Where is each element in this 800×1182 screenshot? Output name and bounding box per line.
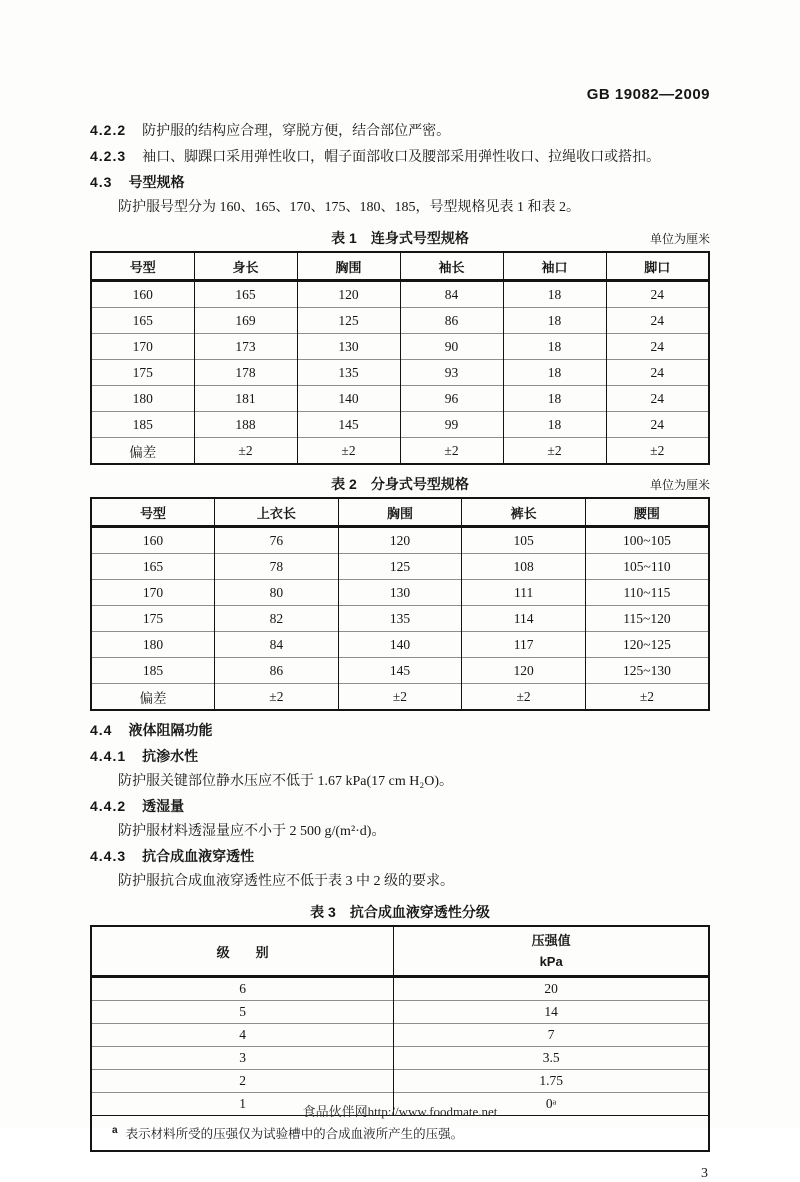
column-header: 胸围 xyxy=(338,498,462,527)
table-row xyxy=(91,684,709,711)
table-cell: 114 xyxy=(462,606,586,632)
table-cell: 105 xyxy=(462,527,586,554)
column-header: 胸围 xyxy=(297,252,400,281)
table-cell: 24 xyxy=(606,360,709,386)
table-cell: 145 xyxy=(338,658,462,684)
table-cell: 105~110 xyxy=(585,554,709,580)
table-cell: 115~120 xyxy=(585,606,709,632)
table-row xyxy=(91,334,709,360)
table-cell: 86 xyxy=(215,658,339,684)
table-cell: 82 xyxy=(215,606,339,632)
table-cell: 180 xyxy=(91,386,194,412)
column-header: 上衣长 xyxy=(215,498,339,527)
table-cell: 99 xyxy=(400,412,503,438)
table-cell: 18 xyxy=(503,386,606,412)
heading-4-4-1 xyxy=(90,745,710,769)
table-cell: 14 xyxy=(394,1001,709,1024)
table-cell: 135 xyxy=(338,606,462,632)
table-cell: 90 xyxy=(400,334,503,360)
table-cell: 111 xyxy=(462,580,586,606)
table-cell: 84 xyxy=(215,632,339,658)
paragraph-4-4-3: 防护服抗合成血液穿透性应不低于表 3 中 2 级的要求。 xyxy=(118,874,454,889)
table2-caption: 表 2 分身式号型规格 xyxy=(331,476,469,492)
table-cell: 86 xyxy=(400,308,503,334)
clause-number: 4.3 xyxy=(90,174,113,190)
table1-caption: 表 1 连身式号型规格 xyxy=(331,230,469,246)
footnote-marker: a xyxy=(112,1124,118,1136)
table-row xyxy=(91,606,709,632)
table-cell: 4 xyxy=(91,1024,394,1047)
column-header: 袖口 xyxy=(503,252,606,281)
table-cell: 165 xyxy=(194,281,297,308)
table-cell: 1 xyxy=(91,1093,394,1116)
table-header-row xyxy=(91,498,709,527)
table-cell: 100~105 xyxy=(585,527,709,554)
heading-4-4 xyxy=(90,719,710,743)
table-cell: 24 xyxy=(606,386,709,412)
table-cell: 135 xyxy=(297,360,400,386)
table-row xyxy=(91,1024,709,1047)
table-row xyxy=(91,1001,709,1024)
table2-unit-label: 单位为厘米 xyxy=(649,478,710,492)
table-cell: 117 xyxy=(462,632,586,658)
table1-unit-label: 单位为厘米 xyxy=(649,232,710,246)
clause-text: 袖口、脚踝口采用弹性收口，帽子面部收口及腰部采用弹性收口、拉绳收口或搭扣。 xyxy=(142,150,661,165)
table1-caption-row xyxy=(90,228,710,248)
table-row xyxy=(91,1070,709,1093)
table-row xyxy=(91,658,709,684)
clause-number: 4.4.3 xyxy=(90,848,127,864)
table-footnote-row xyxy=(91,1116,709,1152)
table-cell: 188 xyxy=(194,412,297,438)
table-cell: ±2 xyxy=(585,684,709,711)
table-cell: 120~125 xyxy=(585,632,709,658)
clause-number: 4.4.2 xyxy=(90,798,127,814)
table1-one-piece-sizes xyxy=(90,251,710,465)
column-header: 号型 xyxy=(91,252,194,281)
table2-two-piece-sizes xyxy=(90,497,710,711)
paragraph-4-4-2: 防护服材料透湿量应不小于 2 500 g/(m²·d)。 xyxy=(118,824,386,839)
table-cell: 18 xyxy=(503,360,606,386)
table-cell: 24 xyxy=(606,281,709,308)
paragraph-4-3: 防护服号型分为 160、165、170、175、180、185，号型规格见表 1 和表 2。 xyxy=(118,200,580,215)
table-cell: 96 xyxy=(400,386,503,412)
table-row xyxy=(91,308,709,334)
table-cell: 偏差 xyxy=(91,438,194,465)
clause-number: 4.4.1 xyxy=(90,748,127,764)
table-cell: 160 xyxy=(132,286,153,302)
footnote-text: 表示材料所受的压强仅为试验槽中的合成血液所产生的压强。 xyxy=(125,1127,464,1141)
table-cell: 130 xyxy=(297,334,400,360)
clause-number: 4.2.2 xyxy=(90,122,127,138)
clause-number: 4.2.3 xyxy=(90,148,127,164)
column-header: 脚口 xyxy=(606,252,709,281)
heading-title: 抗合成血液穿透性 xyxy=(142,848,255,864)
table-cell: 偏差 xyxy=(91,684,215,711)
table-cell: 130 xyxy=(338,580,462,606)
heading-4-3 xyxy=(90,171,710,195)
table-row xyxy=(91,1047,709,1070)
table-cell: 7 xyxy=(394,1024,709,1047)
table2-caption-row xyxy=(90,474,710,494)
table-cell: 181 xyxy=(194,386,297,412)
table-cell: ±2 xyxy=(462,684,586,711)
table-row xyxy=(91,438,709,465)
table-cell: 5 xyxy=(91,1001,394,1024)
heading-title: 透湿量 xyxy=(142,798,185,814)
table-cell: 145 xyxy=(297,412,400,438)
table-header-row xyxy=(91,252,709,281)
table-cell: 108 xyxy=(462,554,586,580)
table-cell: 140 xyxy=(338,632,462,658)
table-cell: 20 xyxy=(394,977,709,1001)
pressure-header-label: 压强值 xyxy=(531,933,571,948)
clause-text: 防护服的结构应合理，穿脱方便，结合部位严密。 xyxy=(142,124,451,139)
pressure-header-unit: kPa xyxy=(539,954,563,969)
table-cell: ±2 xyxy=(215,684,339,711)
table-cell: 3 xyxy=(91,1047,394,1070)
table-cell: 3.5 xyxy=(394,1047,709,1070)
column-header: 身长 xyxy=(194,252,297,281)
table3-caption-row xyxy=(90,902,710,922)
standard-code: GB 19082—2009 xyxy=(586,86,710,103)
table-row xyxy=(91,977,709,1001)
table-cell: ±2 xyxy=(338,684,462,711)
table-cell: 78 xyxy=(215,554,339,580)
table-row xyxy=(91,386,709,412)
column-header: 袖长 xyxy=(400,252,503,281)
table-cell: 18 xyxy=(503,308,606,334)
heading-title: 抗渗水性 xyxy=(142,748,199,764)
table3-caption: 表 3 抗合成血液穿透性分级 xyxy=(310,904,490,920)
column-header: 号型 xyxy=(91,498,215,527)
table-row xyxy=(91,527,709,554)
table-footnote xyxy=(91,1116,709,1152)
table-cell: 0ᵃ xyxy=(394,1093,709,1116)
table-cell: 1.75 xyxy=(394,1070,709,1093)
table-cell: 160 xyxy=(142,532,164,548)
heading-4-4-3 xyxy=(90,845,710,869)
table-cell: 6 xyxy=(239,981,247,996)
table-row xyxy=(91,554,709,580)
table-cell: 125 xyxy=(297,308,400,334)
table-cell: 185 xyxy=(91,658,215,684)
table-cell: 24 xyxy=(606,412,709,438)
table-cell: 24 xyxy=(606,334,709,360)
table-header-row xyxy=(91,926,709,977)
table-row xyxy=(91,580,709,606)
table-cell: 120 xyxy=(462,658,586,684)
table-cell: ±2 xyxy=(194,438,297,465)
table-cell: 170 xyxy=(91,580,215,606)
table-cell: 110~115 xyxy=(585,580,709,606)
table-cell: 80 xyxy=(215,580,339,606)
paragraph-4-4-1: 防护服关键部位静水压应不低于 1.67 kPa(17 cm H₂O)。 xyxy=(118,774,454,789)
table-cell: 170 xyxy=(91,334,194,360)
column-header: 腰围 xyxy=(585,498,709,527)
table-cell: 18 xyxy=(503,334,606,360)
table-cell: ±2 xyxy=(400,438,503,465)
clause-4-2-2 xyxy=(90,119,710,143)
table-cell: 180 xyxy=(91,632,215,658)
table-cell: 173 xyxy=(194,334,297,360)
heading-title: 液体阻隔功能 xyxy=(128,722,213,738)
watermark-footer: 食品伙伴网http://www.foodmate.net xyxy=(302,1104,498,1119)
table-cell: ±2 xyxy=(503,438,606,465)
table-cell: 169 xyxy=(194,308,297,334)
table-cell: 76 xyxy=(215,527,339,554)
table-cell: 18 xyxy=(503,412,606,438)
table-cell: 140 xyxy=(297,386,400,412)
heading-4-4-2 xyxy=(90,795,710,819)
table-cell: 125 xyxy=(338,554,462,580)
table-cell: 84 xyxy=(400,281,503,308)
table-cell: 175 xyxy=(91,606,215,632)
column-header-level: 级 别 xyxy=(91,926,394,977)
table-cell: 165 xyxy=(91,554,215,580)
table-row xyxy=(91,412,709,438)
column-header-pressure xyxy=(394,926,709,977)
clause-4-2-3 xyxy=(90,145,710,169)
table-cell: 175 xyxy=(91,360,194,386)
table-cell: 2 xyxy=(91,1070,394,1093)
table-cell: 120 xyxy=(297,281,400,308)
table-cell: 165 xyxy=(91,308,194,334)
page-number: 3 xyxy=(701,1166,708,1181)
heading-title: 号型规格 xyxy=(128,174,185,190)
table-cell: ±2 xyxy=(297,438,400,465)
clause-number: 4.4 xyxy=(90,722,113,738)
table-cell: 178 xyxy=(194,360,297,386)
table-row xyxy=(91,360,709,386)
table-cell: ±2 xyxy=(606,438,709,465)
table-row xyxy=(91,632,709,658)
table-cell: 24 xyxy=(606,308,709,334)
table-cell: 18 xyxy=(503,281,606,308)
table-cell: 125~130 xyxy=(585,658,709,684)
column-header: 裤长 xyxy=(462,498,586,527)
table-cell: 93 xyxy=(400,360,503,386)
table-cell: 185 xyxy=(91,412,194,438)
table-row xyxy=(91,281,709,308)
table-cell: 120 xyxy=(338,527,462,554)
